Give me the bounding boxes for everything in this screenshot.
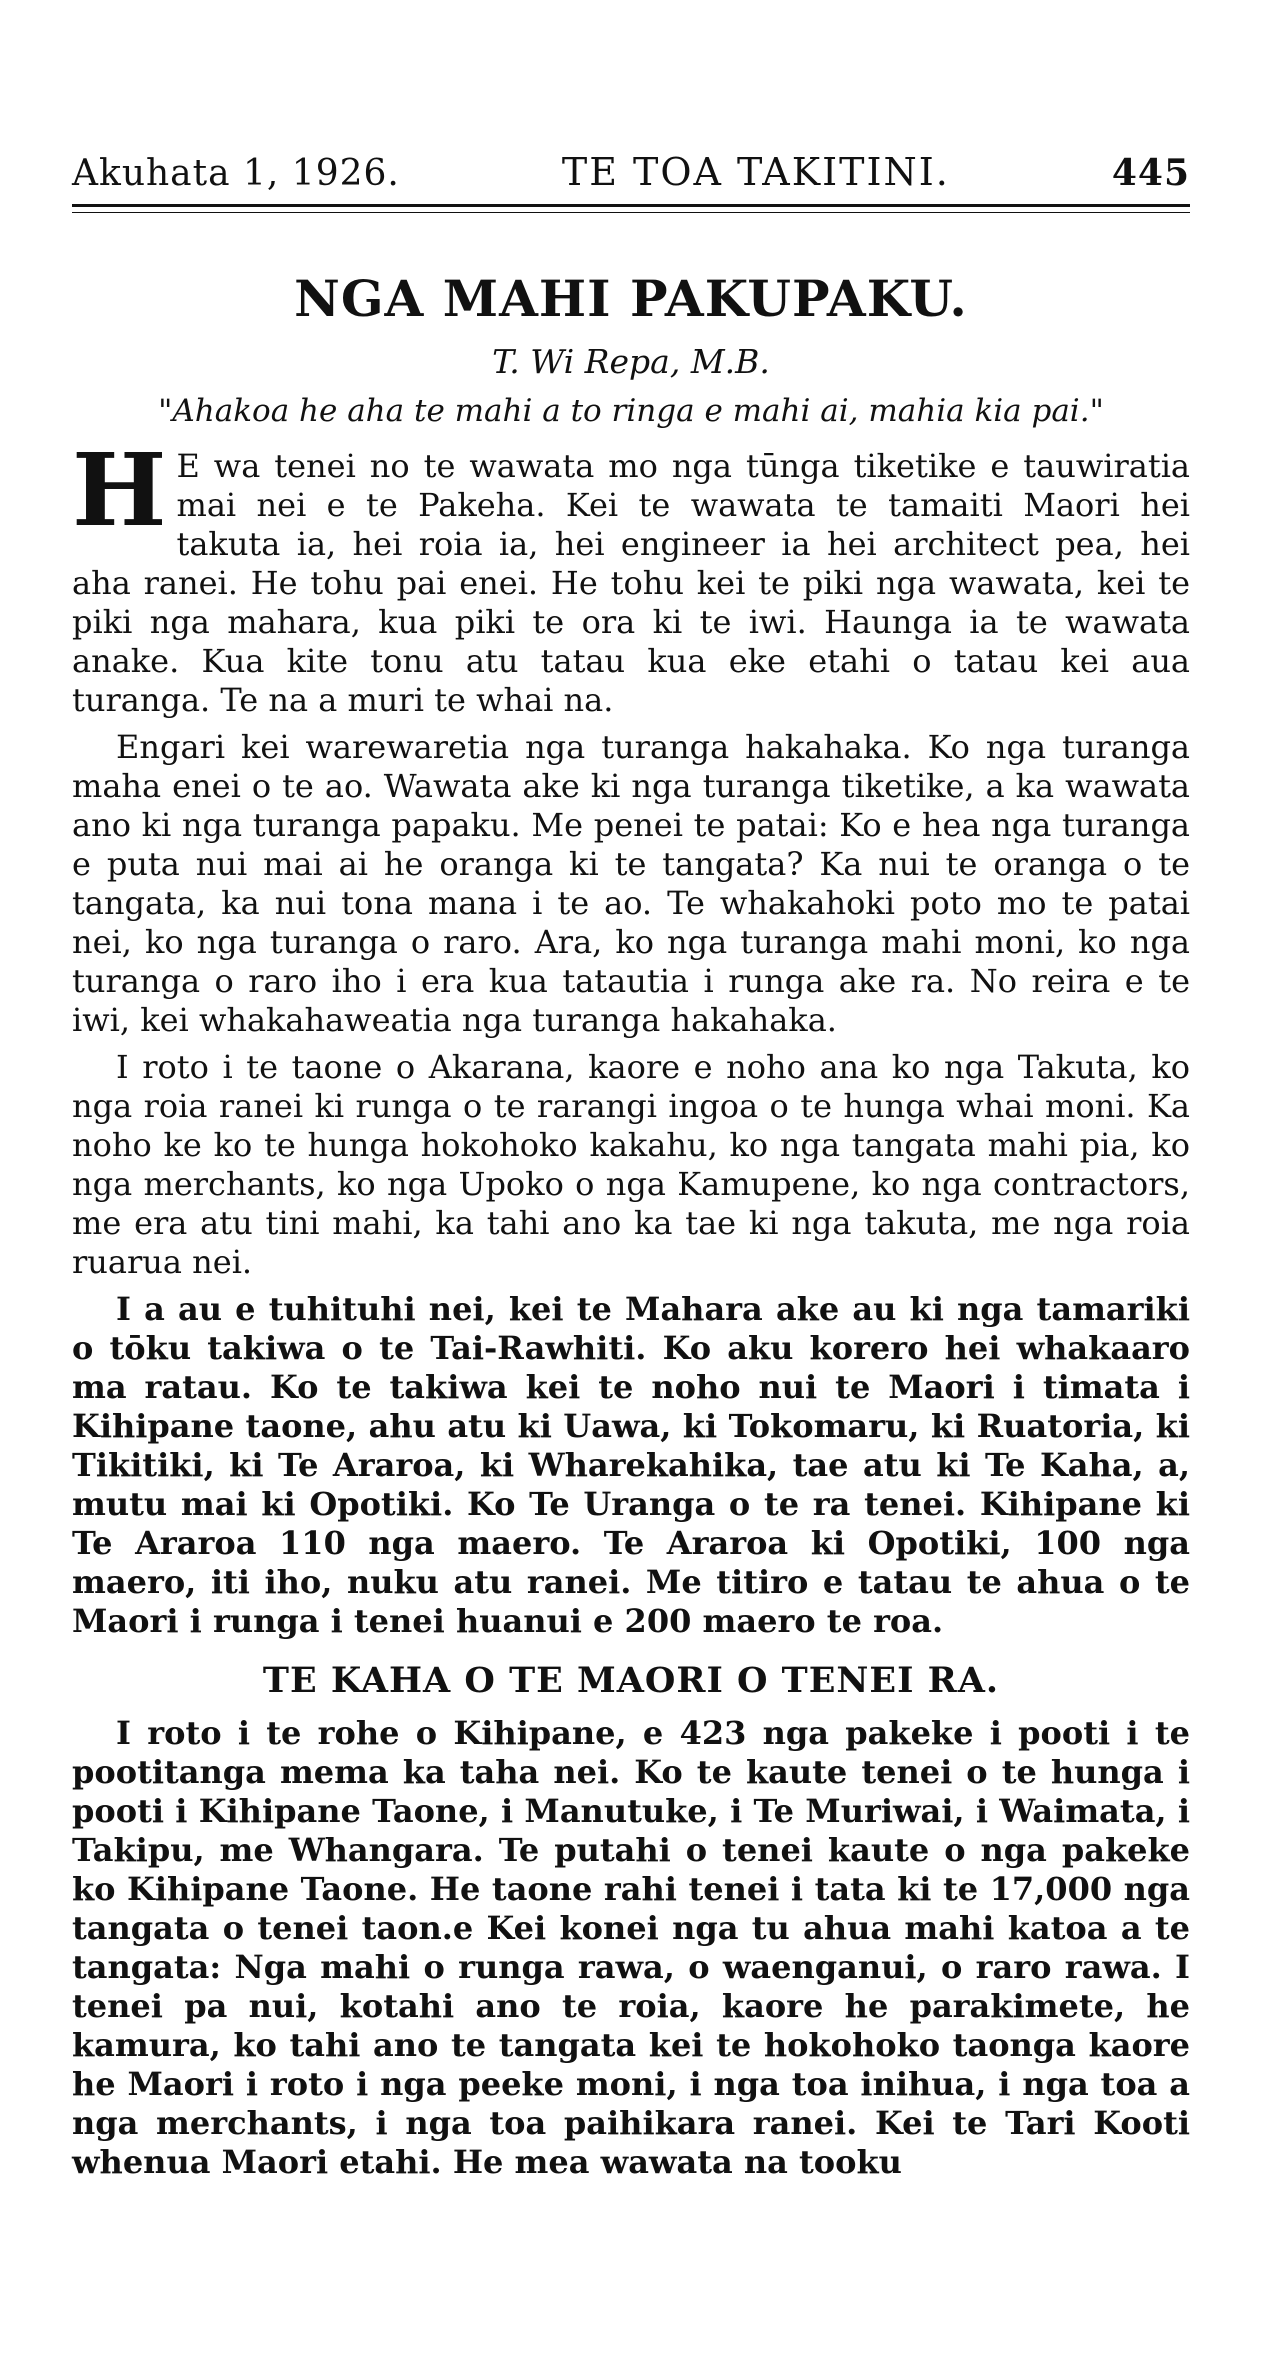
issue-date: Akuhata 1, 1926.	[72, 153, 400, 194]
paragraph-3: I roto i te taone o Akarana, kaore e noho ana ko nga Takuta, ko nga roia ranei ki runga o te rarangi ingoa o te hunga whai moni. Ka noho ke ko te hunga hokohoko kakahu, ko nga tangata mahi pia, ko nga merchants, ko nga Upoko o nga Kamupene, ko nga contractors, me era atu tini mahi, ka tahi ano ka tae ki nga takuta, me nga roia ruarua nei.	[72, 1048, 1190, 1281]
journal-title: TE TOA TAKITINI.	[561, 150, 950, 194]
article-body	[72, 431, 1190, 2182]
drop-cap: H	[72, 431, 167, 549]
epigraph: "Ahakoa he aha te mahi a to ringa e mahi ai, mahia kia pai."	[158, 393, 1104, 429]
paragraph-4: I a au e tuhituhi nei, kei te Mahara ake au ki nga tamariki o tōku takiwa o te Tai-Rawhiti. Ko aku korero hei whakaaro ma ratau. Ko te takiwa kei te noho nui te Maori i timata i Kihipane taone, ahu atu ki Uawa, ki Tokomaru, ki Ruatoria, ki Tikitiki, ki Te Araroa, ki Wharekahika, tae atu ki Te Kaha, a, mutu mai ki Opotiki. Ko Te Uranga o te ra tenei. Kihipane ki Te Araroa 110 nga maero. Te Araroa ki Opotiki, 100 nga maero, iti iho, nuku atu ranei. Me titiro e tatau te ahua o te Maori i runga i tenei huanui e 200 maero te roa.	[72, 1290, 1190, 1640]
page	[72, 150, 1190, 2190]
paragraph-1-text: E wa tenei no te wawata mo nga tūnga tiketike e tauwiratia mai nei e te Pakeha. Kei te wawata te tamaiti Maori hei takuta ia, hei roia ia, hei engineer ia hei architect pea, hei aha ranei. He tohu pai enei. He tohu kei te piki nga wawata, kei te piki nga mahara, kua piki te ora ki te iwi. Haunga ia te wawata anake. Kua kite tonu atu tatau kua eke etahi o tatau kei aua turanga. Te na a muri te whai na.	[72, 447, 1190, 719]
paragraph-1	[72, 431, 1190, 720]
header-rule-thick	[72, 204, 1190, 207]
section-heading: TE KAHA O TE MAORI O TENEI RA.	[262, 1660, 1000, 1701]
paragraph-2: Engari kei warewaretia nga turanga hakahaka. Ko nga turanga maha enei o te ao. Wawata ake ki nga turanga tiketike, a ka wawata ano ki nga turanga papaku. Me penei te patai: Ko e hea nga turanga e puta nui mai ai he oranga ki te tangata? Ka nui te oranga o te tangata, ka nui tona mana i te ao. Te whakahoki poto mo te patai nei, ko nga turanga o raro. Ara, ko nga turanga mahi moni, ko nga turanga o raro iho i era kua tatautia i runga ake ra. No reira e te iwi, kei whakahaweatia nga turanga hakahaka.	[72, 728, 1190, 1039]
running-head	[72, 150, 1190, 204]
section-paragraph-1: I roto i te rohe o Kihipane, e 423 nga pakeke i pooti i te pootitanga mema ka taha nei. Ko te kaute tenei o te hunga i pooti i Kihipane Taone, i Manutuke, i Te Muriwai, i Waimata, i Takipu, me Whangara. Te putahi o tenei kaute o nga pakeke ko Kihipane Taone. He taone rahi tenei i tata ki te 17,000 nga tangata o tenei taon.e Kei konei nga tu ahua mahi katoa a te tangata: Nga mahi o runga rawa, o waenganui, o raro rawa. I tenei pa nui, kotahi ano te roia, kaore he parakimete, he kamura, ko tahi ano te tangata kei te hokohoko taonga kaore he Maori i roto i nga peeke moni, i nga toa inihua, i nga toa a nga merchants, i nga toa paihikara ranei. Kei te Tari Kooti whenua Maori etahi. He mea wawata na tooku	[72, 1714, 1190, 2181]
article-author: T. Wi Repa, M.B.	[492, 342, 770, 381]
header-rule-thin	[72, 212, 1190, 213]
page-number: 445	[1111, 152, 1190, 194]
article-title: NGA MAHI PAKUPAKU.	[294, 269, 968, 328]
